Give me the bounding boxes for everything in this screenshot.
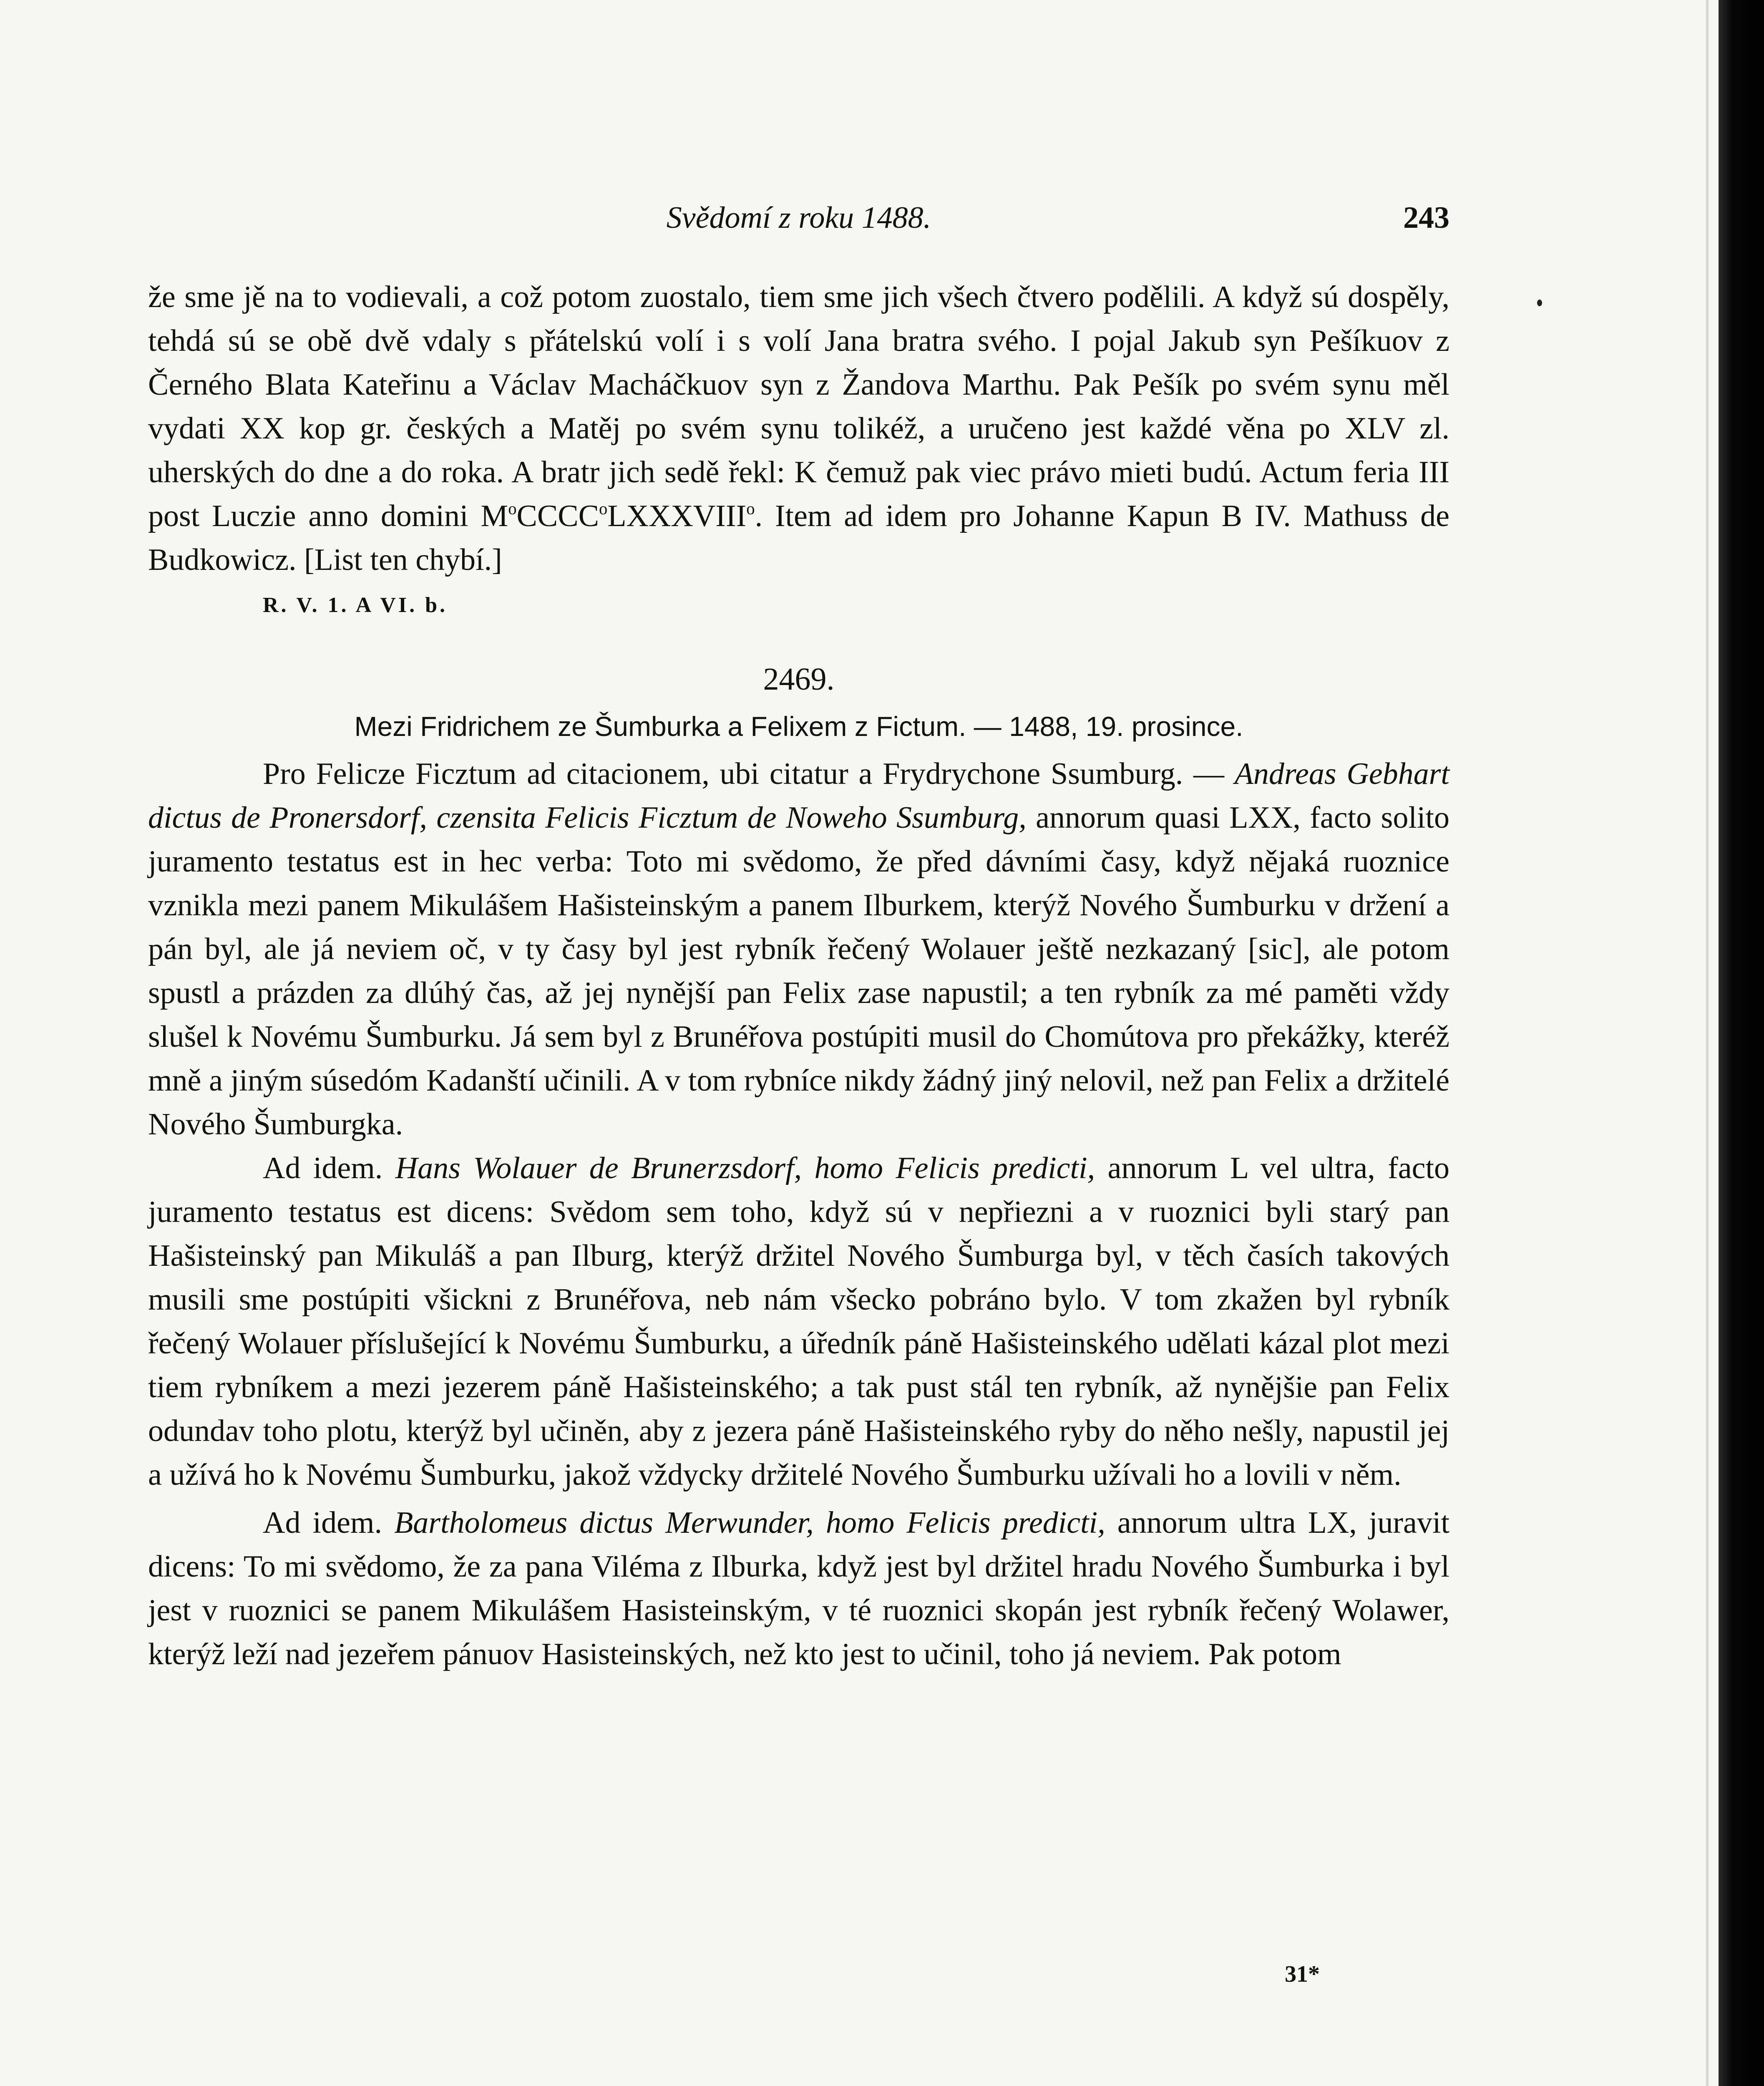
sheet-signature: 31* xyxy=(1285,1961,1320,1987)
page-number: 243 xyxy=(1403,201,1449,235)
running-title: Svědomí z roku 1488. xyxy=(666,201,931,235)
page-header xyxy=(148,200,1449,242)
page-fold-shadow xyxy=(1706,0,1709,2086)
document-number: 2469. xyxy=(763,662,835,697)
paragraph-hans: Ad idem. Hans Wolauer de Brunerzsdorf, homo Felicis predicti, annorum L vel ultra, facto juramento testatus est dicens: Svědom sem toho, když sú v nepřiezni a v ruoznici byli starý pan Hašisteinský pan Mikuláš a pan Ilburg, kterýž držitel Nového Šumburga byl, v těch časích takových musili sme postúpiti všickni z Brunéřova, neb nám všecko pobráno bylo. V tom zkažen byl rybník řečený Wolauer příslušející k Novému Šumburku, a úředník páně Hašisteinského udělati kázal plot mezi tiem rybníkem a mezi jezerem páně Hašisteinského; a tak pust stál ten rybník, až nynějšie pan Felix odundav toho plotu, kterýž byl učiněn, aby z jezera páně Hašisteinského ryby do něho nešly, napustil jej a užívá ho k Novému Šumburku, jakož vždycky držitelé Nového Šumburku užívali ho a lovili v něm. xyxy=(148,1151,1450,1492)
archive-signature: R. V. 1. A VI. b. xyxy=(263,593,448,617)
document-title: Mezi Fridrichem ze Šumburka a Felixem z Fictum. — 1488, 19. prosince. xyxy=(354,711,1243,742)
margin-dot xyxy=(1537,300,1542,306)
paragraph-andreas: Pro Felicze Ficztum ad citacionem, ubi citatur a Frydrychone Ssumburg. — Andreas Gebhart dictus de Pronersdorf, czensita Felicis Ficztum de Noweho Ssumburg, annorum quasi LXX, facto solito juramento testatus est in hec verba: Toto mi svědomo, že před dávními časy, když nějaká ruoznice vznikla mezi panem Mikulášem Hašisteinským a panem Ilburkem, kterýž Nového Šumburku v držení a pán byl, ale já neviem oč, v ty časy byl jest rybník řečený Wolauer ještě nezkazaný [sic], ale potom spustl a prázden za dlúhý čas, až jej nynější pan Felix zase napustil; a ten rybník za mé paměti vždy slušel k Novému Šumburku. Já sem byl z Brunéřova postúpiti musil do Chomútova pro překážky, kteréž mně a jiným súsedóm Kadanští učinili. A v tom rybníce nikdy žádný jiný nelovil, než pan Felix a držitelé Nového Šumburgka. xyxy=(148,757,1450,1141)
scan-edge xyxy=(1719,0,1764,2086)
continuation-paragraph: že sme jě na to vodievali, a což potom zuostalo, tiem sme jich všech čtvero podělili. A když sú dospěly, tehdá sú se obě dvě vdaly s přátelskú volí i s volí Jana bratra svého. I pojal Jakub syn Pešíkuov z Černého Blata Kateřinu a Václav Macháčkuov syn z Žandova Marthu. Pak Pešík po svém synu měl vydati XX kop gr. českých a Matěj po svém synu tolikéž, a uručeno jest každé věna po XLV zl. uherských do dne a do roka. A bratr jich sedě řekl: K čemuž pak viec právo mieti budú. Actum feria III post Luczie anno domini $M^oCCCC^oLXXXVIII^o$. Item ad idem pro Johanne Kapun B IV. Mathuss de Budkowicz. [List ten chybí.] xyxy=(148,280,1449,577)
paragraph-bartholomeus: Ad idem. Bartholomeus dictus Merwunder, homo Felicis predicti, annorum ultra LX, juravit dicens: To mi svědomo, že za pana Viléma z Ilburka, když jest byl držitel hradu Nového Šumburka i byl jest v ruoznici se panem Mikulášem Hasisteinským, v té ruoznici skopán jest rybník řečený Wolawer, kterýž leží nad jezeřem pánuov Hasisteinských, než kto jest to učinil, toho já neviem. Pak potom xyxy=(148,1506,1450,1671)
body-text xyxy=(148,275,1449,1676)
